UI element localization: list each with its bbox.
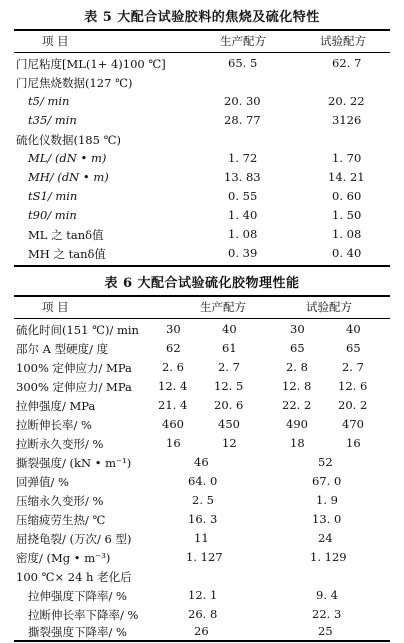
cell-test-30: 490 (286, 417, 308, 431)
row-label: t5/ min (28, 94, 70, 108)
row-label: 屈挠龟裂/ (万次/ 6 型) (16, 532, 132, 546)
cell-test: 22. 3 (312, 607, 342, 621)
row-label: MH 之 tanδ值 (28, 247, 106, 261)
row-label: 拉断伸长率/ % (16, 418, 92, 432)
table6-header-row (14, 297, 390, 317)
table-row (14, 377, 390, 397)
table-row (14, 434, 390, 454)
cell-test-30: 12. 8 (282, 379, 312, 393)
row-label: 门尼粘度[ML(1+ 4)100 ℃] (16, 57, 166, 71)
cell-prod-40: 2. 7 (218, 360, 240, 374)
table-row (14, 225, 390, 245)
table5-bottom-rule (14, 265, 390, 267)
cell-prod: 26. 8 (188, 607, 218, 621)
row-label: 拉伸强度下降率/ % (28, 589, 127, 603)
cell-prod: 13. 83 (224, 170, 261, 184)
table6-bottom-rule (14, 640, 390, 642)
cell-test: 62. 7 (332, 56, 362, 70)
row-label: ML/ (dN • m) (28, 151, 107, 165)
cell-prod-40: 20. 6 (214, 398, 244, 412)
table5-header-test: 试验配方 (320, 34, 366, 48)
table-row (14, 472, 390, 492)
table-row (14, 586, 390, 606)
row-label: 撕裂强度下降率/ % (28, 625, 127, 639)
cell-test-40: 12. 6 (338, 379, 368, 393)
cell-prod: 1. 72 (228, 151, 258, 165)
cell-prod-40: 40 (222, 322, 237, 336)
cell-prod: 1. 08 (228, 227, 258, 241)
cell-test-30: 65 (290, 341, 305, 355)
table6-header-rule (14, 318, 390, 319)
cell-prod-30: 16 (166, 436, 181, 450)
cell-prod: 12. 1 (188, 588, 218, 602)
cell-test-40: 16 (346, 436, 361, 450)
cell-test: 9. 4 (316, 588, 338, 602)
cell-test-40: 20. 2 (338, 398, 368, 412)
cell-test-30: 18 (290, 436, 305, 450)
row-label: tS1/ min (28, 189, 78, 203)
row-label: 硫化时间(151 ℃)/ min (16, 323, 139, 337)
table-row (14, 491, 390, 511)
table-row (14, 415, 390, 435)
table-row (14, 339, 390, 359)
cell-test: 52 (318, 455, 333, 469)
cell-test-30: 2. 8 (286, 360, 308, 374)
row-label: t35/ min (28, 113, 77, 127)
cell-prod-30: 21. 4 (158, 398, 188, 412)
table6-header-item: 项 目 (42, 300, 69, 314)
row-label: 100% 定伸应力/ MPa (16, 361, 132, 375)
cell-prod-40: 12. 5 (214, 379, 244, 393)
table-row (14, 111, 390, 131)
row-label: MH/ (dN • m) (28, 170, 109, 184)
table-row (14, 396, 390, 416)
table-row (14, 130, 390, 150)
cell-test: 24 (318, 531, 333, 545)
cell-test: 13. 0 (312, 512, 342, 526)
cell-prod: 11 (194, 531, 209, 545)
cell-test: 0. 40 (332, 246, 362, 260)
row-label: 拉断伸长率下降率/ % (28, 608, 139, 622)
cell-test-40: 2. 7 (342, 360, 364, 374)
table-row (14, 187, 390, 207)
cell-test: 1. 50 (332, 208, 362, 222)
cell-prod-30: 30 (166, 322, 181, 336)
row-label: 拉伸强度/ MPa (16, 399, 96, 413)
cell-prod: 20. 30 (224, 94, 261, 108)
table-row (14, 358, 390, 378)
cell-prod-40: 450 (218, 417, 240, 431)
table5-header-row (14, 31, 390, 51)
table-row (14, 92, 390, 112)
cell-prod-40: 12 (222, 436, 237, 450)
table-row (14, 453, 390, 473)
table5-header-item: 项 目 (42, 34, 69, 48)
cell-test: 1. 08 (332, 227, 362, 241)
row-label: 100 ℃× 24 h 老化后 (16, 570, 132, 584)
cell-test: 1. 9 (316, 493, 338, 507)
cell-prod: 1. 40 (228, 208, 258, 222)
cell-test: 1. 129 (310, 550, 347, 564)
row-label: t90/ min (28, 208, 77, 222)
cell-test: 20. 22 (328, 94, 365, 108)
cell-test: 0. 60 (332, 189, 362, 203)
table-row (14, 529, 390, 549)
cell-prod: 16. 3 (188, 512, 218, 526)
cell-prod: 26 (194, 624, 209, 638)
cell-prod-30: 460 (162, 417, 184, 431)
cell-test: 1. 70 (332, 151, 362, 165)
table-row (14, 622, 390, 642)
table5-header-prod: 生产配方 (220, 34, 266, 48)
row-label: 密度/ (Mg • m⁻³) (16, 551, 111, 565)
row-label: 回弹值/ % (16, 475, 69, 489)
cell-prod-30: 12. 4 (158, 379, 188, 393)
table-row (14, 73, 390, 93)
table-row (14, 548, 390, 568)
row-label: 门尼焦烧数据(127 ℃) (16, 76, 133, 90)
table6-header-test: 试验配方 (306, 300, 352, 314)
cell-prod: 46 (194, 455, 209, 469)
cell-prod: 65. 5 (228, 56, 258, 70)
cell-prod: 0. 55 (228, 189, 258, 203)
cell-prod: 2. 5 (192, 493, 214, 507)
row-label: 压缩永久变形/ % (16, 494, 104, 508)
cell-prod: 0. 39 (228, 246, 258, 260)
cell-test: 3126 (332, 113, 362, 127)
cell-test-40: 470 (342, 417, 364, 431)
table5-header-rule (14, 52, 390, 53)
table-row (14, 567, 390, 587)
cell-test-40: 40 (346, 322, 361, 336)
cell-test: 14. 21 (328, 170, 365, 184)
row-label: 拉断永久变形/ % (16, 437, 104, 451)
table-row (14, 244, 390, 264)
cell-prod-40: 61 (222, 341, 237, 355)
table-row (14, 54, 390, 74)
row-label: 硫化仪数据(185 ℃) (16, 133, 121, 147)
cell-prod-30: 2. 6 (162, 360, 184, 374)
cell-prod-30: 62 (166, 341, 181, 355)
cell-test-30: 22. 2 (282, 398, 312, 412)
cell-test: 25 (318, 624, 333, 638)
cell-prod: 1. 127 (186, 550, 223, 564)
row-label: ML 之 tanδ值 (28, 228, 104, 242)
row-label: 压缩疲劳生热/ ℃ (16, 513, 106, 527)
cell-test-40: 65 (346, 341, 361, 355)
table-row (14, 149, 390, 169)
table5-caption: 表 5 大配合试验胶料的焦烧及硫化特性 (84, 10, 320, 25)
table-row (14, 206, 390, 226)
cell-prod: 64. 0 (188, 474, 218, 488)
cell-test: 67. 0 (312, 474, 342, 488)
row-label: 300% 定伸应力/ MPa (16, 380, 132, 394)
row-label: 邵尔 A 型硬度/ 度 (16, 342, 109, 356)
table6-caption: 表 6 大配合试验硫化胶物理性能 (104, 276, 300, 291)
cell-prod: 28. 77 (224, 113, 261, 127)
table-row (14, 320, 390, 340)
cell-test-30: 30 (290, 322, 305, 336)
row-label: 撕裂强度/ (kN • m⁻¹) (16, 456, 132, 470)
table-row (14, 510, 390, 530)
table6-header-prod: 生产配方 (200, 300, 246, 314)
table-row (14, 168, 390, 188)
